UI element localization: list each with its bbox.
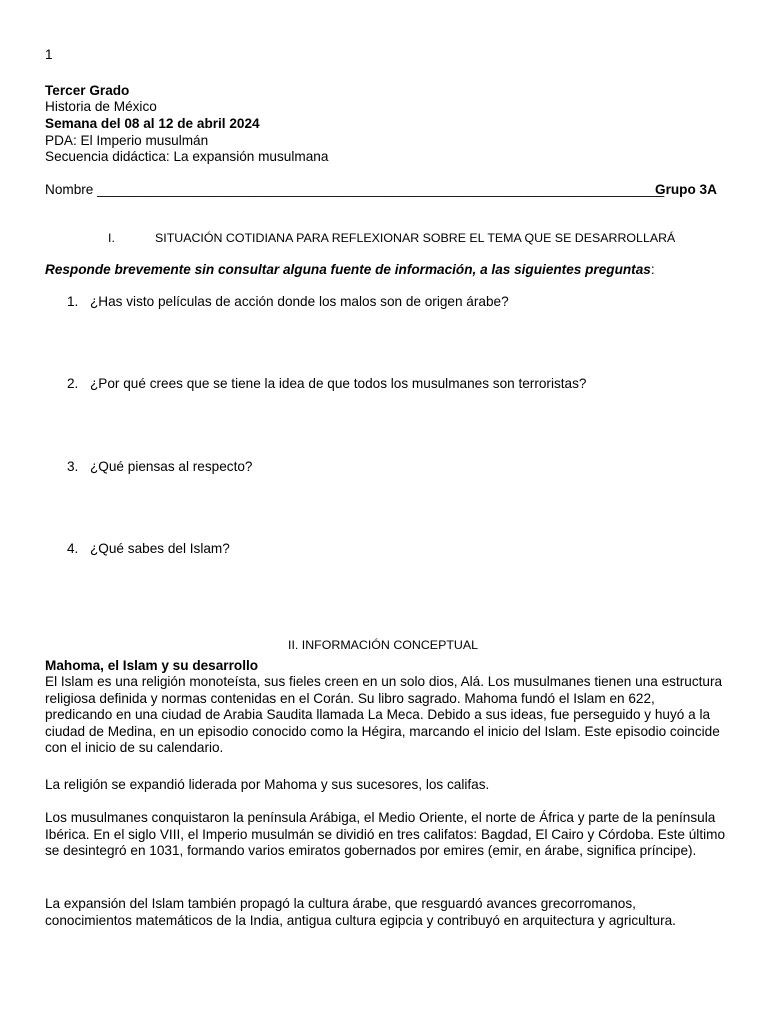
paragraph-text: La religión se expandió liderada por Mahoma y sus sucesores, los califas. bbox=[45, 777, 490, 792]
page-number: 1 bbox=[45, 47, 53, 62]
section2-title: II. INFORMACIÓN CONCEPTUAL bbox=[288, 638, 479, 652]
sequence-line: Secuencia didáctica: La expansión musulmana bbox=[45, 149, 329, 164]
paragraph-text: Los musulmanes conquistaron la península Arábiga, el Medio Oriente, el norte de África y parte de la península Ibérica. En el siglo VIII, el Imperio musulmán se dividió en tres califatos: Bagdad, El Cairo y Córdoba. Este último se desintegró en 1031, formando varios emiratos gobernados por emires (emir, en árabe, significa príncipe). bbox=[45, 810, 726, 859]
section1-instruction bbox=[45, 262, 655, 279]
question-text: ¿Qué sabes del Islam? bbox=[90, 541, 230, 556]
question-item bbox=[67, 294, 509, 311]
question-item bbox=[67, 376, 586, 393]
question-number: 4. bbox=[67, 541, 79, 556]
grade-heading: Tercer Grado bbox=[45, 83, 130, 98]
question-text: ¿Qué piensas al respecto? bbox=[90, 459, 253, 474]
paragraph bbox=[45, 896, 725, 929]
question-item bbox=[67, 541, 230, 558]
week-line: Semana del 08 al 12 de abril 2024 bbox=[45, 116, 260, 131]
question-text: ¿Por qué crees que se tiene la idea de que todos los musulmanes son terroristas? bbox=[90, 376, 587, 391]
question-item bbox=[67, 459, 252, 476]
group-label: Grupo 3A bbox=[655, 182, 717, 197]
subject-line: Historia de México bbox=[45, 99, 157, 114]
paragraph-text: La expansión del Islam también propagó la cultura árabe, que resguardó avances grecorromanos, conocimientos matemáticos de la India, antigua cultura egipcia y contribuyó en arquitectura y agricultura. bbox=[45, 896, 676, 928]
name-field-line: Nombre ___________________________________________________________________________ bbox=[45, 182, 665, 197]
instruction-text: Responde brevemente sin consultar alguna fuente de información, a las siguientes preguntas bbox=[45, 262, 651, 277]
section1-title: SITUACIÓN COTIDIANA PARA REFLEXIONAR SOBRE EL TEMA QUE SE DESARROLLARÁ bbox=[155, 231, 676, 245]
paragraph bbox=[45, 810, 725, 860]
question-number: 1. bbox=[67, 294, 79, 309]
section1-numeral: I. bbox=[108, 231, 115, 245]
instruction-colon: : bbox=[650, 262, 655, 277]
pda-line: PDA: El Imperio musulmán bbox=[45, 133, 209, 148]
question-text: ¿Has visto películas de acción donde los malos son de origen árabe? bbox=[90, 294, 509, 309]
paragraph-text: El Islam es una religión monoteísta, sus fieles creen en un solo dios, Alá. Los musulmanes tienen una estructura religiosa definida y normas contenidas en el Corán. Su libro sagrado. Mahoma fundó el Islam en 622, predicando en una ciudad de Arabia Saudita llamada La Meca. Debido a sus ideas, fue perseguido y huyó a la ciudad de Medina, en un episodio conocido como la Hégira, marcando el inicio del Islam. Este episodio coincide con el inicio de su calendario. bbox=[45, 674, 723, 756]
paragraph bbox=[45, 777, 725, 794]
section2-subtitle: Mahoma, el Islam y su desarrollo bbox=[45, 658, 259, 673]
paragraph bbox=[45, 674, 725, 757]
question-number: 3. bbox=[67, 459, 79, 474]
question-number: 2. bbox=[67, 376, 79, 391]
